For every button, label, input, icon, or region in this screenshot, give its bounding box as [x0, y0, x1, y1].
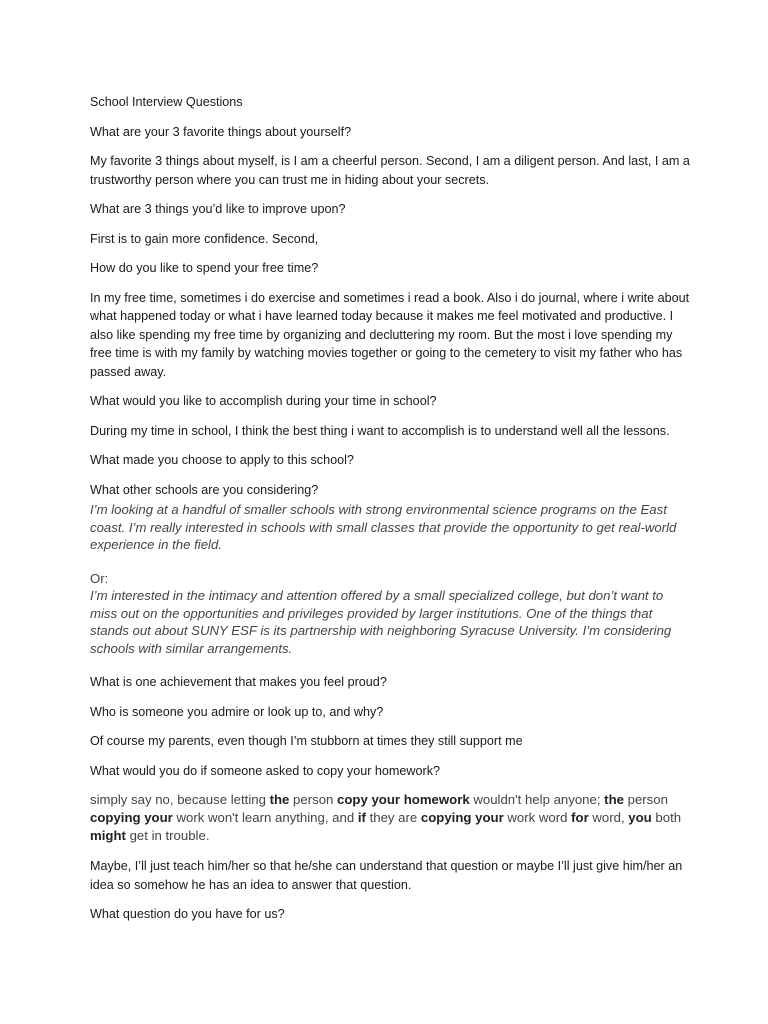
document-title: School Interview Questions: [90, 95, 243, 109]
answer-admire: Of course my parents, even though I’m stubborn at times they still support me: [90, 734, 523, 748]
question-favorite-things: What are your 3 favorite things about yourself?: [90, 124, 352, 139]
answer-other-schools-b: I’m interested in the intimacy and attention offered by a small specialized college, but don’t want to miss out on the opportunities and privileges provided by larger institutions. One of the things that stands out about SUNY ESF is its partnership with neighboring Syracuse University. I’m considering schools with similar arrangements.: [90, 588, 672, 656]
answer-keyword: the: [269, 792, 290, 807]
answer-text: wouldn't help anyone;: [469, 792, 605, 807]
answer-or-label: Or:: [90, 570, 109, 586]
question-choose-school: What made you choose to apply to this school?: [90, 453, 354, 467]
question-for-us: What question do you have for us?: [90, 907, 285, 921]
answer-keyword: copying your: [420, 810, 504, 825]
answer-free-time: In my free time, sometimes i do exercise and sometimes i read a book. Also i do journal, where i write about what happened today or what i have learned today because it makes me feel motivated and productive. I also like spending my free time by organizing and decluttering my room. But the most i love spending my free time is with my family by watching movies together or going to the cemetery to visit my father who has passed away.: [90, 290, 690, 379]
answer-accomplish: During my time in school, I think the best thing i want to accomplish is to understand well all the lessons.: [90, 423, 670, 438]
answer-improve: First is to gain more confidence. Second,: [90, 231, 319, 246]
answer-keyword: for: [571, 810, 589, 825]
answer-keyword: the: [604, 792, 624, 807]
answer-text: word,: [588, 810, 629, 825]
document-body: [90, 93, 690, 935]
answer-keyword: if: [357, 810, 366, 825]
answer-text: work won't learn anything, and: [172, 810, 358, 825]
answer-text: work word: [503, 810, 572, 825]
answer-text: person: [289, 792, 338, 807]
question-achievement: What is one achievement that makes you feel proud?: [90, 675, 387, 689]
answer-text: they are: [365, 810, 421, 825]
answer-favorite-things: My favorite 3 things about myself, is I am a cheerful person. Second, I am a diligent person. And last, I am a trustworthy person where you can trust me in hiding about your secrets.: [90, 154, 690, 187]
question-admire: Who is someone you admire or look up to, and why?: [90, 704, 384, 719]
answer-keyword: you: [628, 810, 652, 825]
question-improve: What are 3 things you’d like to improve upon?: [90, 202, 346, 216]
question-copy-homework: What would you do if someone asked to copy your homework?: [90, 763, 441, 778]
answer-or-block: [90, 570, 690, 588]
question-free-time: How do you like to spend your free time?: [90, 261, 319, 275]
answer-text: person: [623, 792, 668, 807]
answer-other-schools-a: I’m looking at a handful of smaller schools with strong environmental science programs on the East coast. I’m really interested in schools with small classes that provide the opportunity to get real-world experience in the field.: [90, 502, 677, 552]
answer-keyword: copy your homework: [337, 792, 470, 807]
answer-keyword: copying your: [90, 810, 173, 825]
answer-text: simply say no, because letting: [90, 792, 270, 807]
question-other-schools: What other schools are you considering?: [90, 482, 319, 497]
question-accomplish: What would you like to accomplish during your time in school?: [90, 394, 437, 408]
answer-text: both: [651, 810, 682, 825]
answer-keyword: might: [90, 828, 126, 843]
answer-copy-homework-b: Maybe, I’ll just teach him/her so that he/she can understand that question or maybe I’ll just give him/her an idea so somehow he has an idea to answer that question.: [90, 859, 683, 892]
answer-copy-homework: [90, 791, 690, 845]
answer-text: get in trouble.: [125, 828, 210, 843]
